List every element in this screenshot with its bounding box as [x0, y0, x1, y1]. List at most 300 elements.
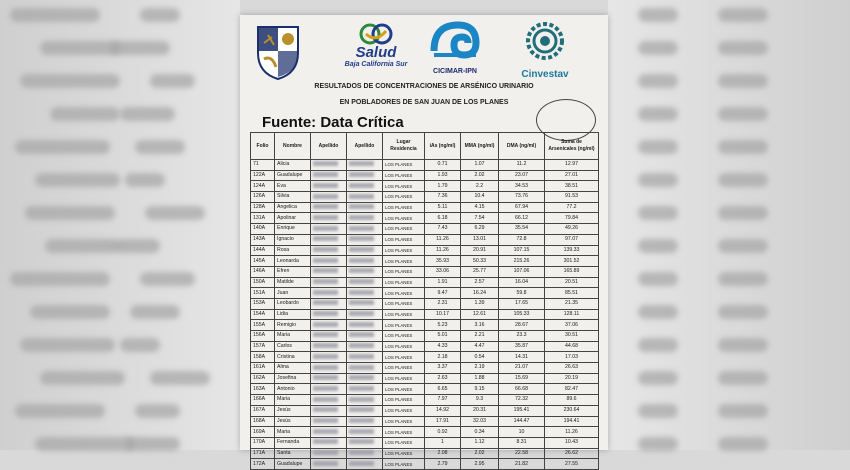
blurred-row [0, 297, 240, 329]
blurred-text [718, 305, 768, 319]
redacted-surname-cell [311, 405, 347, 416]
name-cell: Silvia [275, 192, 311, 203]
redacted-surname-cell [311, 437, 347, 448]
ias-cell: 1.79 [425, 181, 461, 192]
redaction-blur [313, 311, 338, 316]
blurred-text [15, 140, 110, 154]
dma-cell: 14.31 [499, 352, 545, 363]
blurred-row [608, 66, 850, 98]
cicimar-logo [425, 21, 485, 79]
dma-cell: 107.15 [499, 245, 545, 256]
residence-cell: LOS PLANES [383, 256, 425, 267]
redaction-blur [349, 172, 374, 177]
blurred-text [150, 371, 210, 385]
redaction-blur [313, 161, 338, 166]
table-row [251, 416, 599, 427]
folio-cell: 170A [251, 437, 275, 448]
ias-cell: 5.11 [425, 202, 461, 213]
total-arsenic-cell: 21.35 [545, 298, 599, 309]
redacted-surname-cell [311, 224, 347, 235]
residence-cell: LOS PLANES [383, 288, 425, 299]
blurred-text [638, 371, 678, 385]
redaction-blur [313, 215, 338, 220]
redacted-surname-cell [347, 160, 383, 171]
blurred-text [718, 371, 768, 385]
ias-cell: 2.31 [425, 298, 461, 309]
redacted-surname-cell [311, 416, 347, 427]
table-body [251, 160, 599, 470]
mma-cell: 13.01 [461, 234, 499, 245]
total-arsenic-cell: 38.51 [545, 181, 599, 192]
redacted-surname-cell [347, 298, 383, 309]
residence-cell: LOS PLANES [383, 234, 425, 245]
redaction-blur [349, 365, 374, 370]
mma-cell: 16.24 [461, 288, 499, 299]
ias-cell: 0.71 [425, 160, 461, 171]
name-cell: Guadalupe [275, 170, 311, 181]
redaction-blur [313, 194, 338, 199]
dma-cell: 67.94 [499, 202, 545, 213]
residence-cell: LOS PLANES [383, 373, 425, 384]
residence-cell: LOS PLANES [383, 245, 425, 256]
blurred-row [0, 0, 240, 32]
blurred-text [638, 437, 678, 451]
blurred-row [0, 330, 240, 362]
blurred-text [140, 8, 180, 22]
redaction-blur [349, 418, 374, 423]
blurred-text [25, 206, 115, 220]
ias-cell: 2.18 [425, 352, 461, 363]
folio-cell: 126A [251, 192, 275, 203]
residence-cell: LOS PLANES [383, 224, 425, 235]
folio-cell: 169A [251, 427, 275, 438]
mma-cell: 2.2 [461, 181, 499, 192]
mma-cell: 1.07 [461, 160, 499, 171]
blurred-text [638, 107, 678, 121]
redaction-blur [313, 332, 338, 337]
residence-cell: LOS PLANES [383, 192, 425, 203]
blurred-text [638, 206, 678, 220]
table-row [251, 437, 599, 448]
mma-cell: 9.3 [461, 395, 499, 406]
table-row [251, 256, 599, 267]
total-arsenic-cell: 27.01 [545, 170, 599, 181]
mma-cell: 4.47 [461, 341, 499, 352]
folio-cell: 156A [251, 331, 275, 342]
folio-cell: 131A [251, 213, 275, 224]
mma-cell: 2.21 [461, 331, 499, 342]
blurred-text [718, 8, 768, 22]
ias-cell: 9.47 [425, 288, 461, 299]
blurred-row [608, 264, 850, 296]
redaction-blur [313, 397, 338, 402]
table-row [251, 234, 599, 245]
dma-cell: 66.68 [499, 384, 545, 395]
column-header: Suma de Arsenicales (ng/ml) [545, 133, 599, 160]
total-arsenic-cell: 301.52 [545, 256, 599, 267]
ias-cell: 7.43 [425, 224, 461, 235]
redacted-surname-cell [347, 437, 383, 448]
blurred-text [110, 41, 170, 55]
dma-cell: 23.07 [499, 170, 545, 181]
redacted-surname-cell [347, 192, 383, 203]
name-cell: Enrique [275, 224, 311, 235]
mma-cell: 2.95 [461, 459, 499, 470]
dma-cell: 21.82 [499, 459, 545, 470]
blurred-background-left [0, 0, 240, 450]
redaction-blur [349, 343, 374, 348]
redaction-blur [313, 461, 338, 466]
redacted-surname-cell [311, 256, 347, 267]
blurred-text [638, 338, 678, 352]
name-cell: Alicia [275, 160, 311, 171]
redaction-blur [349, 183, 374, 188]
redacted-surname-cell [347, 363, 383, 374]
total-arsenic-cell: 49.26 [545, 224, 599, 235]
column-header: DMA (ng/ml) [499, 133, 545, 160]
redacted-surname-cell [347, 373, 383, 384]
ias-cell: 2.08 [425, 448, 461, 459]
total-arsenic-cell: 91.53 [545, 192, 599, 203]
redaction-blur [349, 215, 374, 220]
blurred-text [718, 173, 768, 187]
blurred-text [638, 305, 678, 319]
blurred-text [718, 74, 768, 88]
redacted-surname-cell [347, 395, 383, 406]
dma-cell: 28.67 [499, 320, 545, 331]
name-cell: Matilde [275, 277, 311, 288]
blurred-row [608, 132, 850, 164]
ias-cell: 10.17 [425, 309, 461, 320]
mma-cell: 6.29 [461, 224, 499, 235]
folio-cell: 157A [251, 341, 275, 352]
redaction-blur [313, 172, 338, 177]
table-row [251, 170, 599, 181]
ias-cell: 11.26 [425, 234, 461, 245]
redacted-surname-cell [311, 160, 347, 171]
ias-cell: 6.18 [425, 213, 461, 224]
blurred-row [608, 99, 850, 131]
mma-cell: 20.31 [461, 405, 499, 416]
dma-cell: 8.31 [499, 437, 545, 448]
table-row [251, 277, 599, 288]
redaction-blur [313, 183, 338, 188]
redaction-blur [349, 461, 374, 466]
document-sheet [240, 15, 608, 467]
blurred-row [0, 33, 240, 65]
blurred-text [638, 404, 678, 418]
folio-cell: 140A [251, 224, 275, 235]
residence-cell: LOS PLANES [383, 181, 425, 192]
redacted-surname-cell [311, 245, 347, 256]
redacted-surname-cell [311, 213, 347, 224]
residence-cell: LOS PLANES [383, 298, 425, 309]
folio-cell: 161A [251, 363, 275, 374]
residence-cell: LOS PLANES [383, 170, 425, 181]
redacted-surname-cell [347, 416, 383, 427]
blurred-text [718, 107, 768, 121]
redacted-surname-cell [347, 288, 383, 299]
total-arsenic-cell: 37.06 [545, 320, 599, 331]
redacted-surname-cell [347, 459, 383, 470]
blurred-row [0, 231, 240, 263]
total-arsenic-cell: 128.11 [545, 309, 599, 320]
redaction-blur [349, 311, 374, 316]
blurred-text [135, 404, 180, 418]
blurred-background-right [608, 0, 850, 450]
total-arsenic-cell: 89.6 [545, 395, 599, 406]
blurred-row [608, 0, 850, 32]
table-row [251, 309, 599, 320]
redaction-blur [313, 418, 338, 423]
total-arsenic-cell: 77.2 [545, 202, 599, 213]
blurred-text [10, 8, 100, 22]
residence-cell: LOS PLANES [383, 202, 425, 213]
redacted-surname-cell [311, 320, 347, 331]
table-row [251, 427, 599, 438]
residence-cell: LOS PLANES [383, 160, 425, 171]
residence-cell: LOS PLANES [383, 341, 425, 352]
mma-cell: 0.34 [461, 427, 499, 438]
redacted-surname-cell [311, 202, 347, 213]
logo-header [240, 15, 608, 85]
redacted-surname-cell [347, 405, 383, 416]
total-arsenic-cell: 230.64 [545, 405, 599, 416]
redacted-surname-cell [347, 181, 383, 192]
name-cell: Carlos [275, 341, 311, 352]
redacted-surname-cell [347, 256, 383, 267]
dma-cell: 144.47 [499, 416, 545, 427]
folio-cell: 154A [251, 309, 275, 320]
name-cell: Antonio [275, 384, 311, 395]
name-cell: Guadalupe [275, 459, 311, 470]
redaction-blur [349, 279, 374, 284]
redaction-blur [349, 290, 374, 295]
mma-cell: 9.15 [461, 384, 499, 395]
ias-cell: 7.36 [425, 192, 461, 203]
table-row [251, 266, 599, 277]
redaction-blur [349, 386, 374, 391]
mma-cell: 32.03 [461, 416, 499, 427]
table-header-row [251, 133, 599, 160]
redacted-surname-cell [311, 288, 347, 299]
redacted-surname-cell [311, 234, 347, 245]
mma-cell: 1.88 [461, 373, 499, 384]
mma-cell: 10.4 [461, 192, 499, 203]
redaction-blur [313, 226, 338, 231]
redaction-blur [313, 407, 338, 412]
name-cell: Efren [275, 266, 311, 277]
document-title-line-1: RESULTADOS DE CONCENTRACIONES DE ARSÉNICO URINARIO [314, 83, 534, 90]
total-arsenic-cell: 85.51 [545, 288, 599, 299]
redaction-blur [349, 268, 374, 273]
ias-cell: 1.93 [425, 170, 461, 181]
mma-cell: 3.16 [461, 320, 499, 331]
gear-icon [523, 19, 567, 63]
wave-icon [430, 21, 480, 61]
blurred-text [638, 8, 678, 22]
redaction-blur [349, 375, 374, 380]
redaction-blur [349, 161, 374, 166]
folio-cell: 143A [251, 234, 275, 245]
blurred-row [0, 396, 240, 428]
blurred-text [638, 41, 678, 55]
redacted-surname-cell [311, 352, 347, 363]
salud-region: Baja California Sur [344, 61, 408, 68]
mma-cell: 4.15 [461, 202, 499, 213]
total-arsenic-cell: 20.19 [545, 373, 599, 384]
residence-cell: LOS PLANES [383, 416, 425, 427]
dma-cell: 22.58 [499, 448, 545, 459]
table-row [251, 405, 599, 416]
redaction-blur [313, 439, 338, 444]
table-row [251, 224, 599, 235]
redaction-blur [313, 247, 338, 252]
column-header: Lugar Residencia [383, 133, 425, 160]
redacted-surname-cell [347, 266, 383, 277]
mma-cell: 1.12 [461, 437, 499, 448]
dma-cell: 17.65 [499, 298, 545, 309]
blurred-row [0, 66, 240, 98]
blurred-text [20, 74, 120, 88]
residence-cell: LOS PLANES [383, 437, 425, 448]
salud-logo [340, 23, 412, 79]
name-cell: Remigio [275, 320, 311, 331]
blurred-row [608, 297, 850, 329]
redacted-surname-cell [347, 234, 383, 245]
redaction-blur [349, 204, 374, 209]
table-row [251, 459, 599, 470]
blurred-text [40, 41, 120, 55]
document-title-line-2: EN POBLADORES DE SAN JUAN DE LOS PLANES [339, 99, 509, 106]
folio-cell: 172A [251, 459, 275, 470]
redaction-blur [349, 429, 374, 434]
dma-cell: 72.8 [499, 234, 545, 245]
total-arsenic-cell: 44.68 [545, 341, 599, 352]
ias-cell: 5.01 [425, 331, 461, 342]
residence-cell: LOS PLANES [383, 363, 425, 374]
folio-cell: 122A [251, 170, 275, 181]
redacted-surname-cell [347, 448, 383, 459]
table-row [251, 363, 599, 374]
ias-cell: 11.26 [425, 245, 461, 256]
blurred-text [638, 239, 678, 253]
redaction-blur [349, 407, 374, 412]
redacted-surname-cell [311, 373, 347, 384]
name-cell: Eva [275, 181, 311, 192]
dma-cell: 35.54 [499, 224, 545, 235]
table-row [251, 352, 599, 363]
blurred-text [638, 173, 678, 187]
blurred-text [130, 305, 180, 319]
ias-cell: 14.92 [425, 405, 461, 416]
source-overlay-label: Fuente: Data Crítica [262, 114, 404, 131]
dma-cell: 105.33 [499, 309, 545, 320]
dma-cell: 73.76 [499, 192, 545, 203]
blurred-row [608, 165, 850, 197]
dma-cell: 195.41 [499, 405, 545, 416]
name-cell: Jesús [275, 405, 311, 416]
blurred-text [145, 206, 205, 220]
folio-cell: 144A [251, 245, 275, 256]
blurred-text [638, 74, 678, 88]
folio-cell: 168A [251, 416, 275, 427]
table-row [251, 320, 599, 331]
blurred-text [638, 140, 678, 154]
table-row [251, 192, 599, 203]
blurred-text [30, 305, 110, 319]
residence-cell: LOS PLANES [383, 352, 425, 363]
ias-cell: 33.06 [425, 266, 461, 277]
ias-cell: 2.63 [425, 373, 461, 384]
total-arsenic-cell: 79.84 [545, 213, 599, 224]
ias-cell: 7.97 [425, 395, 461, 406]
redaction-blur [313, 290, 338, 295]
name-cell: Leonarda [275, 256, 311, 267]
redacted-surname-cell [347, 202, 383, 213]
dma-cell: 16.04 [499, 277, 545, 288]
total-arsenic-cell: 10.43 [545, 437, 599, 448]
table-row [251, 331, 599, 342]
blurred-text [638, 272, 678, 286]
folio-cell: 155A [251, 320, 275, 331]
redacted-surname-cell [347, 309, 383, 320]
redaction-blur [349, 194, 374, 199]
folio-cell: 146A [251, 266, 275, 277]
dma-cell: 72.32 [499, 395, 545, 406]
redacted-surname-cell [311, 395, 347, 406]
residence-cell: LOS PLANES [383, 320, 425, 331]
blurred-text [45, 239, 120, 253]
table-row [251, 341, 599, 352]
ias-cell: 6.65 [425, 384, 461, 395]
mma-cell: 2.02 [461, 448, 499, 459]
redaction-blur [313, 429, 338, 434]
dma-cell: 59.8 [499, 288, 545, 299]
mma-cell: 2.57 [461, 277, 499, 288]
redaction-blur [349, 332, 374, 337]
redacted-surname-cell [347, 170, 383, 181]
blurred-row [608, 396, 850, 428]
column-header: Nombre [275, 133, 311, 160]
total-arsenic-cell: 11.26 [545, 427, 599, 438]
redaction-blur [313, 375, 338, 380]
mma-cell: 2.02 [461, 170, 499, 181]
total-arsenic-cell: 27.55 [545, 459, 599, 470]
redaction-blur [349, 226, 374, 231]
blurred-text [115, 239, 160, 253]
blurred-text [150, 74, 195, 88]
redacted-surname-cell [311, 181, 347, 192]
redaction-blur [349, 236, 374, 241]
redaction-blur [349, 397, 374, 402]
blurred-row [0, 363, 240, 395]
dma-cell: 215.26 [499, 256, 545, 267]
blurred-text [718, 272, 768, 286]
unam-crest-logo [254, 23, 302, 81]
blurred-row [608, 429, 850, 461]
name-cell: Cristina [275, 352, 311, 363]
folio-cell: 124A [251, 181, 275, 192]
blurred-text [718, 140, 768, 154]
redaction-blur [313, 343, 338, 348]
blurred-text [10, 272, 110, 286]
ias-cell: 0.92 [425, 427, 461, 438]
column-header: Folio [251, 133, 275, 160]
redacted-surname-cell [311, 277, 347, 288]
name-cell: Maria [275, 395, 311, 406]
name-cell: Josefina [275, 373, 311, 384]
